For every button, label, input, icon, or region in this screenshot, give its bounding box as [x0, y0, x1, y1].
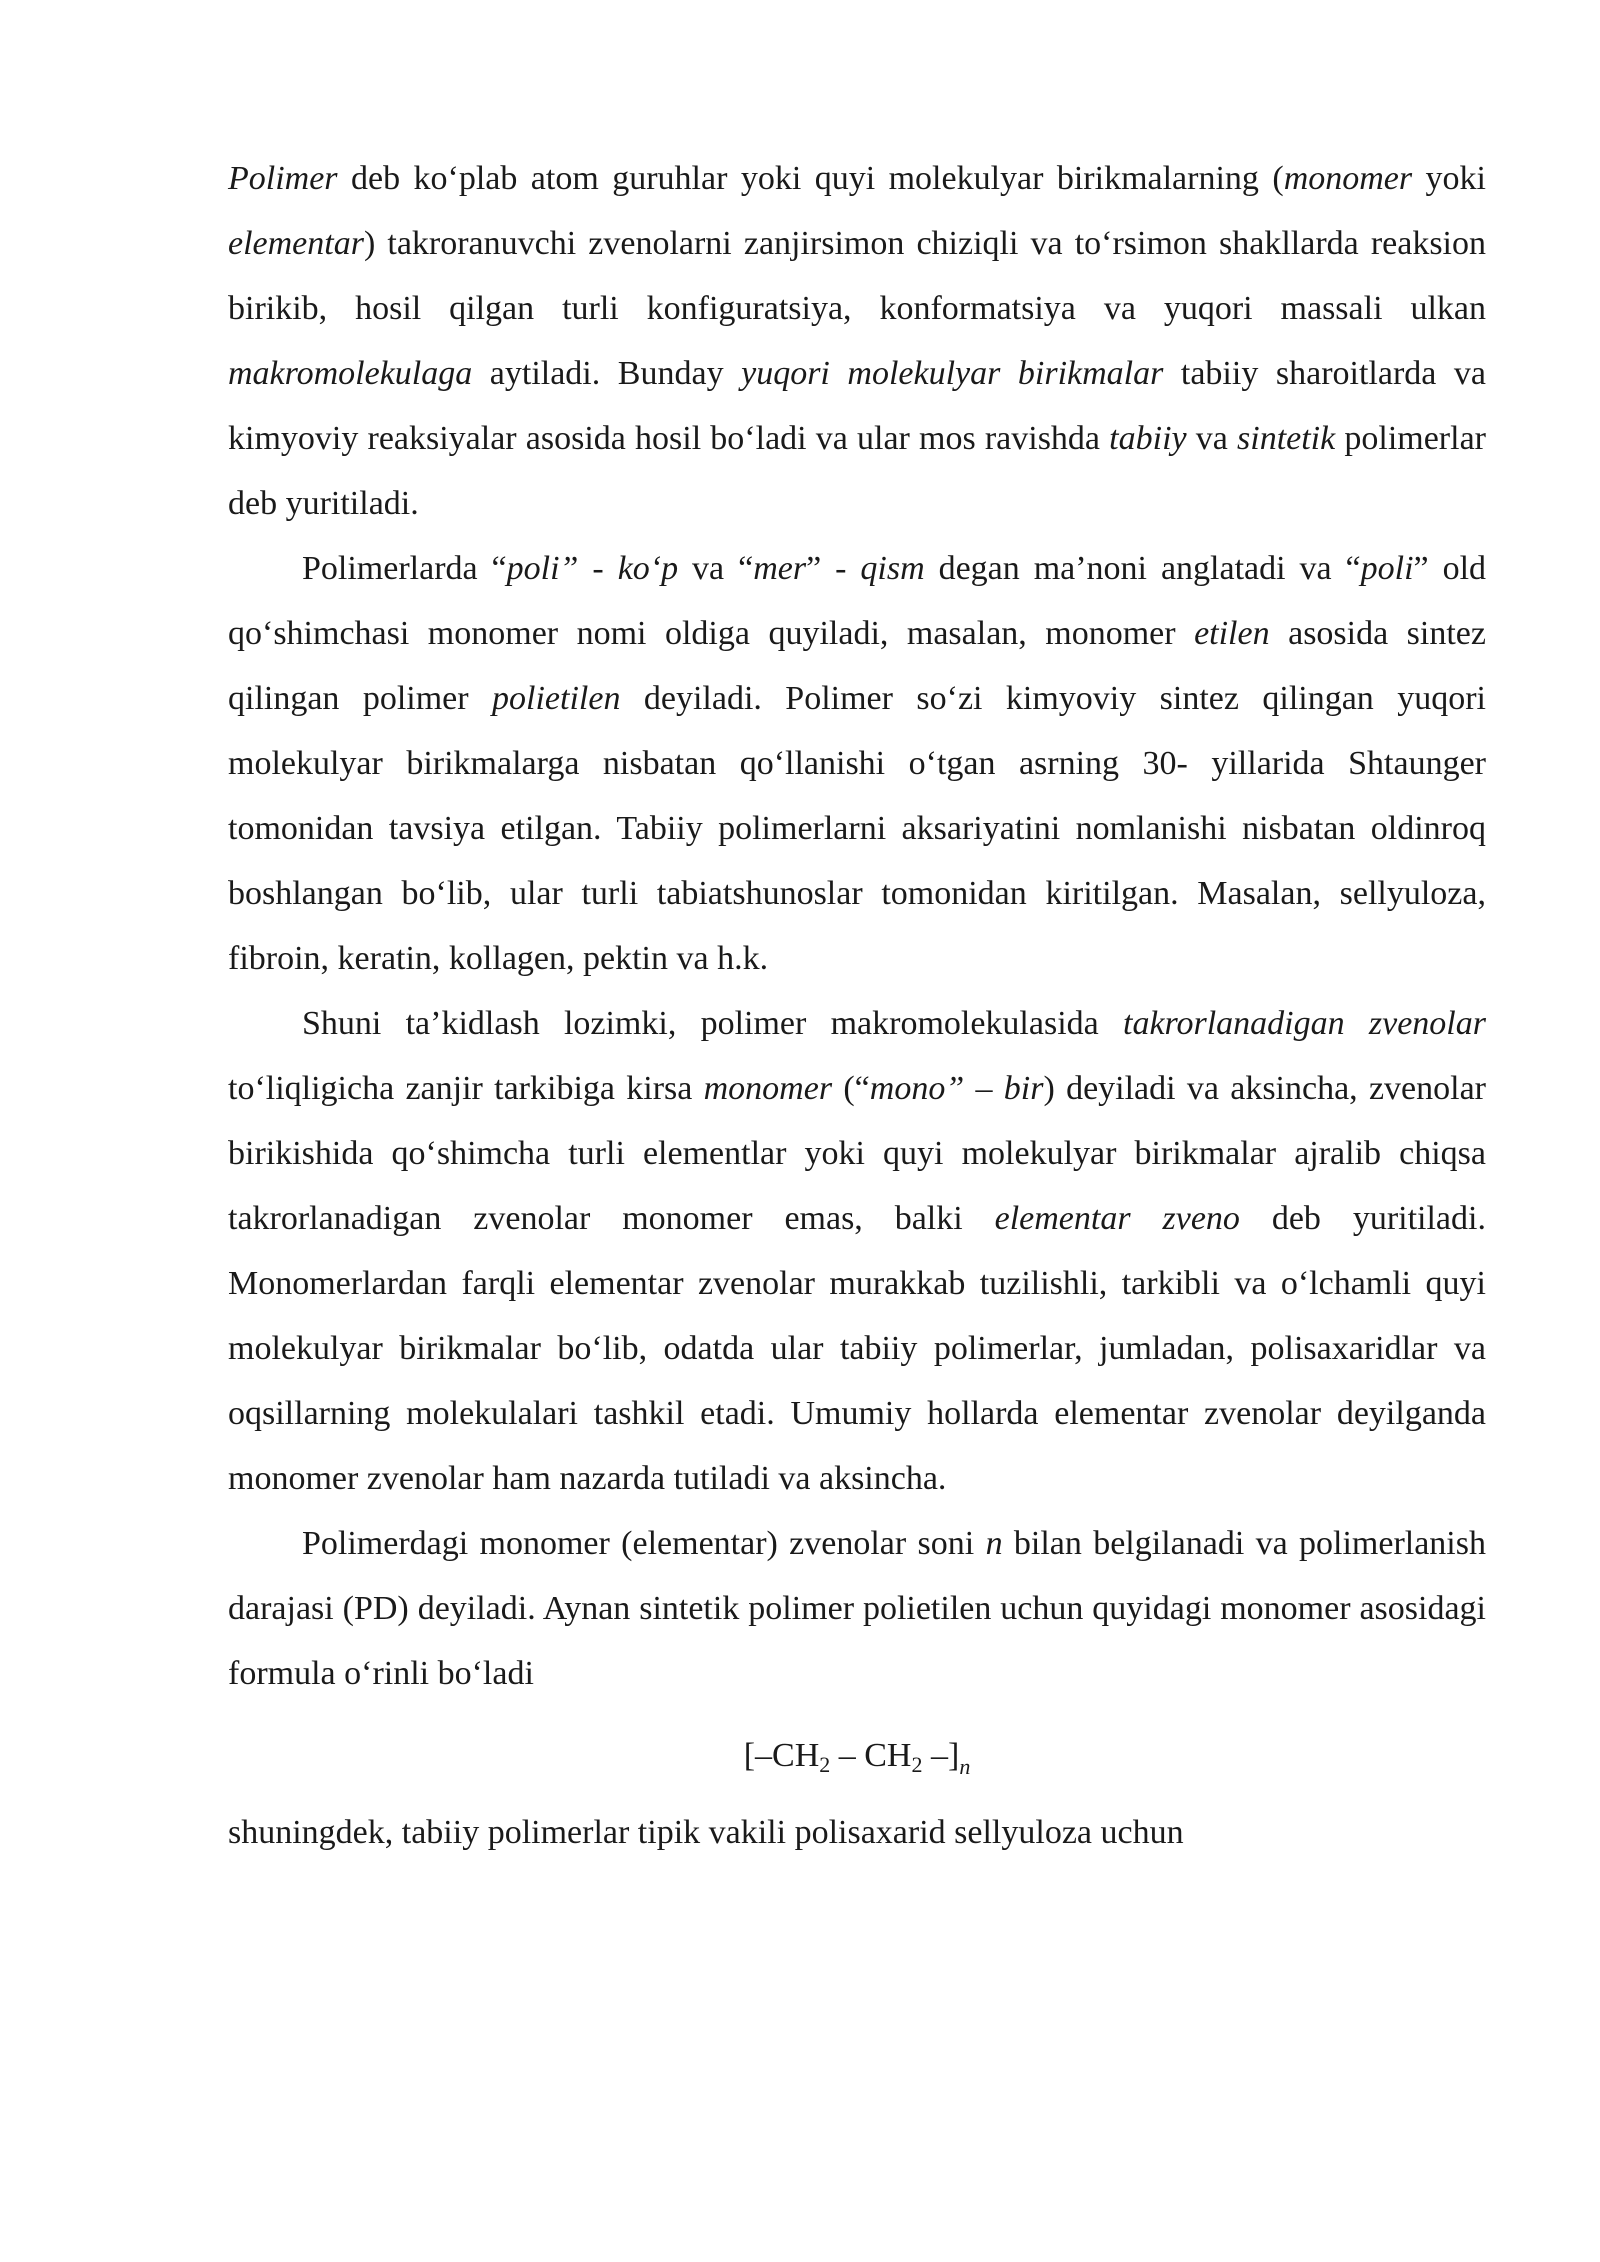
text-run: ” -: [806, 550, 861, 587]
text-run: asosida sintez qilingan polimer: [228, 615, 1486, 717]
text-run: Polimerdagi monomer (elementar) zvenolar soni: [302, 1525, 986, 1562]
text-run: polimerlar deb yuritiladi.: [228, 420, 1486, 522]
paragraph-poli-mer-etymology: [228, 536, 1486, 991]
italic-term: yuqori molekulyar birikmalar: [741, 355, 1164, 392]
text-run: yoki: [1412, 160, 1487, 197]
paragraph-polymerization-degree: [228, 1511, 1486, 1706]
italic-term: polietilen: [492, 680, 621, 717]
text-run: aytiladi. Bunday: [472, 355, 742, 392]
text-run: bilan belgilanadi va polimerlanish darajasi (PD) deyiladi. Aynan sintetik polimer polietilen uchun quyidagi monomer asosidagi formula o‘rinli bo‘ladi: [228, 1525, 1486, 1692]
paragraph-monomer-elementar: [228, 991, 1486, 1511]
italic-term: poli”: [506, 550, 579, 587]
italic-term: n: [985, 1525, 1003, 1562]
paragraph-closing-line: shuningdek, tabiiy polimerlar tipik vakili polisaxarid sellyuloza uchun: [228, 1814, 1184, 1851]
text-run: tabiiy sharoitlarda va kimyoviy reaksiyalar asosida hosil bo‘ladi va ular mos ravishda: [228, 355, 1486, 457]
italic-term: makromolekulaga: [228, 355, 473, 392]
text-run: deb yuritiladi. Monomerlardan farqli elementar zvenolar murakkab tuzilishli, tarkibli va o‘lchamli quyi molekulyar birikmalar bo‘lib, odatda ular tabiiy polimerlar, jumladan, polisaxaridlar va oqsillarning molekulalari tashkil etadi. Umumiy hollarda elementar zvenolar deyilganda monomer zvenolar ham nazarda tutiladi va aksincha.: [228, 1200, 1486, 1497]
text-run: va: [1186, 420, 1238, 457]
document-page: [228, 146, 1486, 1865]
italic-term: elementar zveno: [994, 1200, 1240, 1237]
formula-index: n: [959, 1754, 971, 1779]
italic-term: monomer: [1283, 160, 1413, 197]
italic-term: qism: [860, 550, 925, 587]
text-run: deyiladi. Polimer so‘zi kimyoviy sintez qilingan yuqori molekulyar birikmalarga nisbatan qo‘llanishi o‘tgan asrning 30- yillarida Shtaunger tomonidan tavsiya etilgan. Tabiiy polimerlarni aksariyatini nomlanishi nisbatan oldinroq boshlangan bo‘lib, ular turli tabiatshunoslar tomonidan kiritilgan. Masalan, sellyuloza, fibroin, keratin, kollagen, pektin va h.k.: [228, 680, 1486, 977]
formula-sub-1: 2: [819, 1752, 831, 1777]
italic-term: mono” – bir: [869, 1070, 1044, 1107]
italic-term: sintetik: [1237, 420, 1336, 457]
text-run: ” old qo‘shimchasi monomer nomi oldiga quyiladi, masalan, monomer: [228, 550, 1487, 652]
text-run: ) deyiladi va aksincha, zvenolar birikishida qo‘shimcha turli elementlar yoki quyi molekulyar birikmalar ajralib chiqsa takrorlanadigan zvenolar monomer emas, balki: [228, 1070, 1487, 1237]
text-run: to‘liqligicha zanjir tarkibiga kirsa: [228, 1070, 704, 1107]
italic-term: mer: [753, 550, 807, 587]
formula-mid: – CH: [830, 1737, 912, 1774]
italic-term: monomer: [703, 1070, 833, 1107]
italic-term: poli: [1360, 550, 1414, 587]
formula-close: –]: [922, 1737, 960, 1774]
text-run: deb ko‘plab atom guruhlar yoki quyi molekulyar birikmalarning (: [337, 160, 1284, 197]
paragraph-polimer-definition: [228, 146, 1486, 536]
text-run: degan ma’noni anglatadi va “: [924, 550, 1361, 587]
text-run: ) takroranuvchi zvenolarni zanjirsimon chiziqli va to‘rsimon shakllarda reaksion birikib, hosil qilgan turli konfiguratsiya, konformatsiya va yuqori massali ulkan: [228, 225, 1486, 327]
formula-sub-2: 2: [911, 1752, 923, 1777]
text-run: va “: [678, 550, 754, 587]
italic-term: takrorlanadigan zvenolar: [1123, 1005, 1486, 1042]
italic-term: Polimer: [228, 160, 338, 197]
text-run: Polimerlarda “: [302, 550, 507, 587]
italic-term: etilen: [1194, 615, 1270, 652]
text-run: (“: [832, 1070, 870, 1107]
polyethylene-formula: [228, 1723, 1486, 1788]
formula-open: [–CH: [743, 1737, 820, 1774]
text-run: Shuni ta’kidlash lozimki, polimer makromolekulasida: [302, 1005, 1123, 1042]
italic-term: elementar: [228, 225, 364, 262]
italic-term: ko‘p: [617, 550, 679, 587]
italic-term: tabiiy: [1109, 420, 1187, 457]
text-run: -: [578, 550, 618, 587]
